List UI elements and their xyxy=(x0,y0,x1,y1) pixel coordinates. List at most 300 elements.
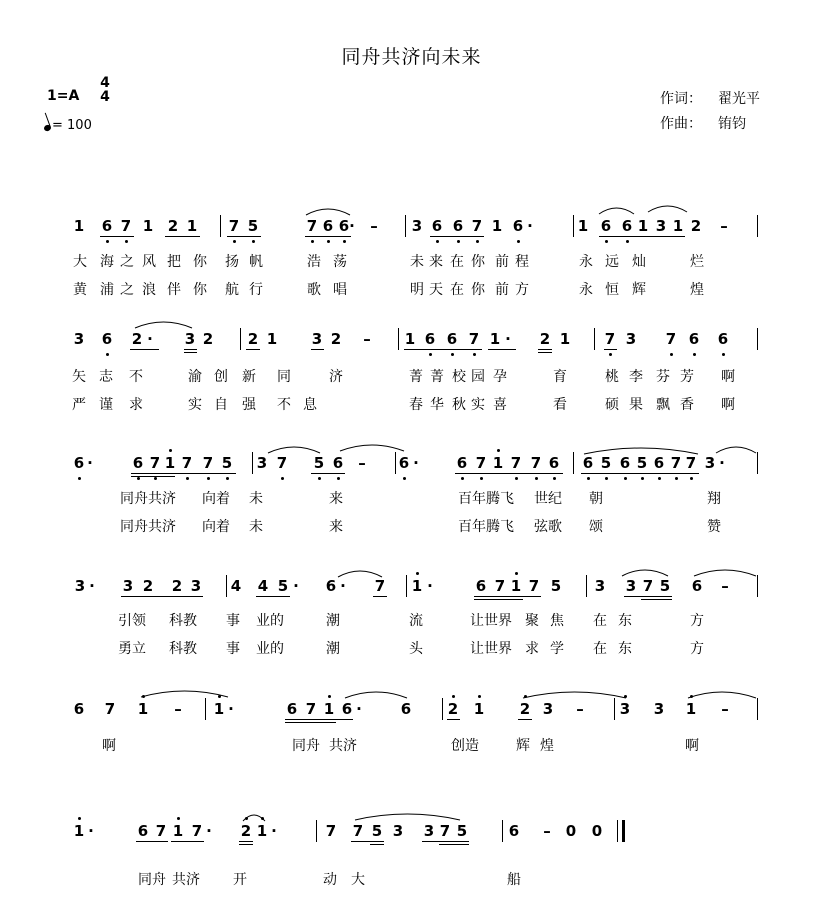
underline-beam xyxy=(130,349,159,350)
jianpu-note: – xyxy=(721,577,729,595)
underline-beam xyxy=(404,349,482,350)
jianpu-note: 1 xyxy=(559,330,571,348)
jianpu-note: 7 xyxy=(305,700,317,718)
lyric-verse-1: 业的 xyxy=(256,613,284,629)
slur xyxy=(688,692,756,698)
jianpu-note: 3 xyxy=(411,217,423,235)
lyric-verse-1: 芬 xyxy=(656,369,670,385)
octave-dot-above xyxy=(690,695,693,698)
jianpu-note: 5 xyxy=(659,577,671,595)
quarter-note-icon xyxy=(43,124,52,132)
jianpu-note: 2 xyxy=(539,330,551,348)
slur xyxy=(340,445,404,451)
jianpu-note: 7 xyxy=(325,822,337,840)
jianpu-note: 6 xyxy=(400,700,412,718)
lyric-verse-2: 辉 xyxy=(632,282,646,298)
jianpu-note: – xyxy=(358,454,366,472)
jianpu-note: 6 xyxy=(508,822,520,840)
lyric-verse-1: 在 xyxy=(450,254,464,270)
lyric-verse-1: 灿 xyxy=(632,254,646,270)
lyric-verse-2: 颂 xyxy=(589,519,603,535)
jianpu-note: 7 xyxy=(306,217,318,235)
lyric-verse-2: 行 xyxy=(249,282,263,298)
octave-dot-below xyxy=(480,477,483,480)
underline-beam xyxy=(430,236,484,237)
jianpu-note: 5 xyxy=(247,217,259,235)
lyric-verse-1: 来 xyxy=(429,254,443,270)
jianpu-note: 1 xyxy=(577,217,589,235)
lyric-verse-2: 科教 xyxy=(169,641,197,657)
octave-dot-above xyxy=(142,695,145,698)
lyric-verse-1: 同舟 xyxy=(292,738,320,754)
jianpu-note: · xyxy=(427,577,433,595)
lyric-verse-2: 求 xyxy=(129,397,143,413)
jianpu-note: 7 xyxy=(670,454,682,472)
time-signature-bottom: 4 xyxy=(100,89,110,105)
lyric-verse-1: 潮 xyxy=(326,613,340,629)
slur xyxy=(268,447,320,453)
underline-beam-2 xyxy=(239,844,253,845)
jianpu-note: · xyxy=(88,822,94,840)
octave-dot-above xyxy=(478,695,481,698)
slur xyxy=(716,447,756,453)
underline-beam xyxy=(227,236,261,237)
jianpu-note: 1 xyxy=(164,454,176,472)
jianpu-note: 7 xyxy=(439,822,451,840)
underline-beam xyxy=(422,841,469,842)
lyric-verse-2: 未 xyxy=(249,519,263,535)
lyricist-name: 翟光平 xyxy=(718,91,760,107)
jianpu-note: 6 xyxy=(338,217,350,235)
jianpu-note: 6 xyxy=(548,454,560,472)
jianpu-note: 2 xyxy=(202,330,214,348)
lyric-verse-1: 扬 xyxy=(225,254,239,270)
jianpu-note: – xyxy=(543,822,551,840)
jianpu-note: · xyxy=(89,577,95,595)
jianpu-note: · xyxy=(505,330,511,348)
lyric-verse-2: 唱 xyxy=(333,282,347,298)
underline-beam-2 xyxy=(184,352,197,353)
bar-line xyxy=(398,328,399,350)
octave-dot-below xyxy=(154,477,157,480)
jianpu-note: 1 xyxy=(411,577,423,595)
jianpu-note: 7 xyxy=(120,217,132,235)
underline-beam xyxy=(538,349,552,350)
jianpu-note: 1 xyxy=(510,577,522,595)
lyric-verse-1: 百年腾飞 xyxy=(458,491,514,507)
octave-dot-below xyxy=(605,240,608,243)
time-signature-top: 4 xyxy=(100,75,110,91)
jianpu-note: 3 xyxy=(655,217,667,235)
jianpu-note: 7 xyxy=(475,454,487,472)
slur xyxy=(523,692,626,698)
bar-line xyxy=(594,328,595,350)
jianpu-note: 5 xyxy=(313,454,325,472)
slur xyxy=(355,814,460,820)
slur xyxy=(599,208,634,214)
jianpu-note: · xyxy=(356,700,362,718)
bar-line xyxy=(614,698,615,720)
octave-dot-below xyxy=(693,353,696,356)
lyric-verse-1: 新 xyxy=(242,369,256,385)
jianpu-note: 1 xyxy=(137,700,149,718)
underline-beam xyxy=(311,349,324,350)
slur xyxy=(345,692,407,698)
jianpu-note: · xyxy=(271,822,277,840)
jianpu-note: 6 xyxy=(424,330,436,348)
lyric-verse-1: 渝 xyxy=(188,369,202,385)
lyric-verse-2: 谨 xyxy=(99,397,113,413)
jianpu-note: 1 xyxy=(142,217,154,235)
octave-dot-below xyxy=(722,353,725,356)
jianpu-note: · xyxy=(527,217,533,235)
underline-beam xyxy=(311,473,345,474)
jianpu-note: 6 xyxy=(621,217,633,235)
bar-line xyxy=(395,452,396,474)
jianpu-note: 6 xyxy=(475,577,487,595)
underline-beam-2 xyxy=(474,599,523,600)
octave-dot-below xyxy=(658,477,661,480)
jianpu-note: 2 xyxy=(247,330,259,348)
bar-line xyxy=(757,698,758,720)
jianpu-note: – xyxy=(370,217,378,235)
jianpu-note: 1 xyxy=(172,822,184,840)
lyric-verse-2: 百年腾飞 xyxy=(458,519,514,535)
jianpu-note: 7 xyxy=(352,822,364,840)
lyric-verse-1: 菁 xyxy=(409,369,423,385)
lyric-verse-2: 赞 xyxy=(707,519,721,535)
lyric-verse-2: 前 xyxy=(495,282,509,298)
octave-dot-below xyxy=(137,477,140,480)
jianpu-note: 7 xyxy=(181,454,193,472)
jianpu-note: 7 xyxy=(471,217,483,235)
underline-beam xyxy=(246,349,260,350)
lyric-verse-1: 方 xyxy=(690,613,704,629)
lyric-verse-1: 济 xyxy=(329,369,343,385)
lyric-verse-2: 弦歌 xyxy=(534,519,562,535)
jianpu-note: 3 xyxy=(704,454,716,472)
jianpu-note: · xyxy=(340,577,346,595)
lyric-verse-1: 把 xyxy=(167,254,181,270)
lyric-verse-1: 你 xyxy=(193,254,207,270)
lyric-verse-1: 之 xyxy=(120,254,134,270)
lyric-verse-1: 煌 xyxy=(540,738,554,754)
slur xyxy=(694,570,756,576)
lyric-verse-1: 啊 xyxy=(685,738,699,754)
jianpu-note: 6 xyxy=(286,700,298,718)
time-signature xyxy=(98,76,112,104)
octave-dot-below xyxy=(106,353,109,356)
jianpu-note: 5 xyxy=(221,454,233,472)
octave-dot-below xyxy=(553,477,556,480)
jianpu-note: 6 xyxy=(512,217,524,235)
lyric-verse-2: 天 xyxy=(429,282,443,298)
octave-dot-below xyxy=(343,240,346,243)
octave-dot-below xyxy=(78,477,81,480)
lyricist-label: 作词： xyxy=(660,91,702,107)
lyric-verse-1: 朝 xyxy=(589,491,603,507)
octave-dot-above xyxy=(515,572,518,575)
jianpu-note: 4 xyxy=(257,577,269,595)
jianpu-note: 7 xyxy=(642,577,654,595)
jianpu-note: 1 xyxy=(492,454,504,472)
bar-line xyxy=(205,698,206,720)
lyric-verse-1: 未 xyxy=(249,491,263,507)
octave-dot-above xyxy=(169,449,172,452)
jianpu-note: · xyxy=(413,454,419,472)
lyric-verse-2: 在 xyxy=(593,641,607,657)
octave-dot-below xyxy=(106,240,109,243)
octave-dot-below xyxy=(125,240,128,243)
underline-beam xyxy=(447,719,460,720)
lyric-verse-1: 世纪 xyxy=(534,491,562,507)
lyric-verse-2: 向着 xyxy=(202,519,230,535)
octave-dot-above xyxy=(78,817,81,820)
bar-line xyxy=(757,575,758,597)
jianpu-note: 5 xyxy=(550,577,562,595)
jianpu-note: 6 xyxy=(137,822,149,840)
lyric-verse-2: 浦 xyxy=(100,282,114,298)
lyric-verse-2: 强 xyxy=(242,397,256,413)
bar-line xyxy=(220,215,221,237)
underline-beam xyxy=(239,841,253,842)
lyric-verse-1: 大 xyxy=(73,254,87,270)
lyric-verse-2: 头 xyxy=(409,641,423,657)
lyric-verse-2: 硕 xyxy=(605,397,619,413)
composer-label: 作曲： xyxy=(660,116,702,132)
octave-dot-below xyxy=(517,240,520,243)
lyric-verse-1: 同 xyxy=(277,369,291,385)
lyric-verse-2: 之 xyxy=(120,282,134,298)
underline-beam xyxy=(599,236,685,237)
octave-dot-above xyxy=(524,695,527,698)
bar-line xyxy=(316,820,317,842)
octave-dot-above xyxy=(497,449,500,452)
jianpu-note: 3 xyxy=(619,700,631,718)
jianpu-note: 5 xyxy=(277,577,289,595)
underline-beam-2 xyxy=(370,844,384,845)
jianpu-note: 1 xyxy=(73,217,85,235)
octave-dot-below xyxy=(327,240,330,243)
tempo-marking xyxy=(44,118,92,133)
jianpu-note: · xyxy=(349,217,355,235)
lyric-verse-1: 烂 xyxy=(690,254,704,270)
lyric-verse-2: 香 xyxy=(680,397,694,413)
lyric-verse-2: 实 xyxy=(471,397,485,413)
jianpu-note: 2 xyxy=(167,217,179,235)
jianpu-note: 6 xyxy=(688,330,700,348)
jianpu-note: 1 xyxy=(473,700,485,718)
jianpu-note: 1 xyxy=(637,217,649,235)
jianpu-note: 3 xyxy=(73,330,85,348)
jianpu-note: 3 xyxy=(594,577,606,595)
underline-beam xyxy=(285,719,353,720)
lyric-verse-2: 秋 xyxy=(452,397,466,413)
octave-dot-below xyxy=(207,477,210,480)
jianpu-note: 3 xyxy=(392,822,404,840)
jianpu-note: 4 xyxy=(230,577,242,595)
octave-dot-below xyxy=(476,240,479,243)
lyric-verse-1: 让世界 xyxy=(470,613,512,629)
octave-dot-above xyxy=(416,572,419,575)
lyric-verse-2: 事 xyxy=(226,641,240,657)
lyric-verse-2: 勇立 xyxy=(118,641,146,657)
lyric-verse-2: 喜 xyxy=(493,397,507,413)
lyric-verse-1: 创 xyxy=(214,369,228,385)
octave-dot-below xyxy=(605,477,608,480)
lyric-verse-2: 东 xyxy=(618,641,632,657)
jianpu-note: 6 xyxy=(619,454,631,472)
jianpu-note: 3 xyxy=(311,330,323,348)
final-thick-bar xyxy=(622,820,625,842)
jianpu-note: 0 xyxy=(591,822,603,840)
octave-dot-below xyxy=(233,240,236,243)
jianpu-note: 7 xyxy=(510,454,522,472)
lyric-verse-2: 歌 xyxy=(307,282,321,298)
octave-dot-below xyxy=(473,353,476,356)
jianpu-note: 2 xyxy=(131,330,143,348)
lyric-verse-1: 浩 xyxy=(307,254,321,270)
lyric-verse-1: 远 xyxy=(605,254,619,270)
octave-dot-below xyxy=(535,477,538,480)
underline-beam xyxy=(165,236,200,237)
jianpu-note: 3 xyxy=(190,577,202,595)
jianpu-note: 7 xyxy=(685,454,697,472)
lyric-verse-1: 荡 xyxy=(333,254,347,270)
octave-dot-above xyxy=(218,695,221,698)
jianpu-note: 1 xyxy=(186,217,198,235)
octave-dot-below xyxy=(403,477,406,480)
octave-dot-below xyxy=(461,477,464,480)
lyric-verse-2: 飘 xyxy=(656,397,670,413)
jianpu-note: 3 xyxy=(122,577,134,595)
jianpu-note: – xyxy=(721,700,729,718)
lyric-verse-2: 来 xyxy=(329,519,343,535)
bar-line xyxy=(252,452,253,474)
jianpu-note: 3 xyxy=(625,577,637,595)
octave-dot-below xyxy=(252,240,255,243)
lyric-verse-2: 方 xyxy=(690,641,704,657)
slur xyxy=(622,570,668,576)
jianpu-note: – xyxy=(576,700,584,718)
jianpu-note: 7 xyxy=(104,700,116,718)
lyric-verse-2: 潮 xyxy=(326,641,340,657)
lyric-verse-1: 流 xyxy=(409,613,423,629)
lyric-verse-2: 浪 xyxy=(142,282,156,298)
underline-beam xyxy=(624,596,672,597)
slur xyxy=(648,206,687,212)
underline-beam xyxy=(604,349,617,350)
lyric-verse-1: 不 xyxy=(129,369,143,385)
lyric-verse-2: 业的 xyxy=(256,641,284,657)
lyric-verse-1: 同舟 xyxy=(138,872,166,888)
lyric-verse-1: 帆 xyxy=(249,254,263,270)
slur xyxy=(135,322,192,328)
tempo-value: = 100 xyxy=(52,118,92,133)
octave-dot-below xyxy=(609,353,612,356)
underline-beam xyxy=(351,841,384,842)
bar-line xyxy=(502,820,503,842)
octave-dot-below xyxy=(337,477,340,480)
lyric-verse-1: 焦 xyxy=(550,613,564,629)
lyric-verse-1: 动 xyxy=(323,872,337,888)
composer-credit xyxy=(660,113,746,133)
jianpu-note: 1 xyxy=(404,330,416,348)
jianpu-note: 6 xyxy=(332,454,344,472)
lyric-verse-2: 严 xyxy=(72,397,86,413)
octave-dot-above xyxy=(261,817,264,820)
jianpu-note: 1 xyxy=(685,700,697,718)
octave-dot-below xyxy=(311,240,314,243)
jianpu-note: 6 xyxy=(691,577,703,595)
underline-beam xyxy=(256,596,290,597)
jianpu-note: 6 xyxy=(717,330,729,348)
jianpu-note: 1 xyxy=(256,822,268,840)
underline-beam xyxy=(131,473,236,474)
lyric-verse-1: 向着 xyxy=(202,491,230,507)
underline-beam xyxy=(474,596,541,597)
lyric-verse-2: 息 xyxy=(303,397,317,413)
jianpu-note: 6 xyxy=(101,217,113,235)
jianpu-note: 7 xyxy=(202,454,214,472)
lyric-verse-1: 你 xyxy=(471,254,485,270)
jianpu-note: 7 xyxy=(228,217,240,235)
octave-dot-above xyxy=(328,695,331,698)
underline-beam xyxy=(100,236,134,237)
bar-line xyxy=(442,698,443,720)
underline-beam xyxy=(455,473,563,474)
lyric-verse-1: 芳 xyxy=(680,369,694,385)
lyric-verse-2: 啊 xyxy=(721,397,735,413)
jianpu-note: 2 xyxy=(330,330,342,348)
jianpu-note: 7 xyxy=(528,577,540,595)
jianpu-note: – xyxy=(174,700,182,718)
jianpu-note: 6 xyxy=(101,330,113,348)
lyric-verse-1: 未 xyxy=(410,254,424,270)
lyric-verse-2: 黄 xyxy=(73,282,87,298)
jianpu-note: 1 xyxy=(73,822,85,840)
lyric-verse-2: 看 xyxy=(553,397,567,413)
lyric-verse-1: 啊 xyxy=(721,369,735,385)
final-thin-bar xyxy=(617,820,618,842)
jianpu-note: 3 xyxy=(542,700,554,718)
jianpu-note: 5 xyxy=(636,454,648,472)
jianpu-note: 7 xyxy=(374,577,386,595)
lyric-verse-1: 志 xyxy=(99,369,113,385)
jianpu-note: 6 xyxy=(325,577,337,595)
octave-dot-below xyxy=(675,477,678,480)
underline-beam xyxy=(136,841,168,842)
jianpu-note: 3 xyxy=(184,330,196,348)
lyric-verse-2: 伴 xyxy=(167,282,181,298)
jianpu-note: 1 xyxy=(489,330,501,348)
jianpu-note: 1 xyxy=(213,700,225,718)
jianpu-note: 7 xyxy=(665,330,677,348)
jianpu-note: 5 xyxy=(600,454,612,472)
jianpu-note: 7 xyxy=(494,577,506,595)
lyric-verse-2: 实 xyxy=(188,397,202,413)
lyric-verse-1: 开 xyxy=(233,872,247,888)
lyric-verse-1: 啊 xyxy=(102,738,116,754)
lyric-verse-2: 同舟共济 xyxy=(120,519,176,535)
lyric-verse-2: 学 xyxy=(550,641,564,657)
lyric-verse-1: 创造 xyxy=(451,738,479,754)
jianpu-note: 2 xyxy=(240,822,252,840)
jianpu-note: · xyxy=(293,577,299,595)
lyric-verse-1: 辉 xyxy=(516,738,530,754)
lyric-verse-2: 春 xyxy=(409,397,423,413)
key-signature: 1=A xyxy=(47,88,80,104)
